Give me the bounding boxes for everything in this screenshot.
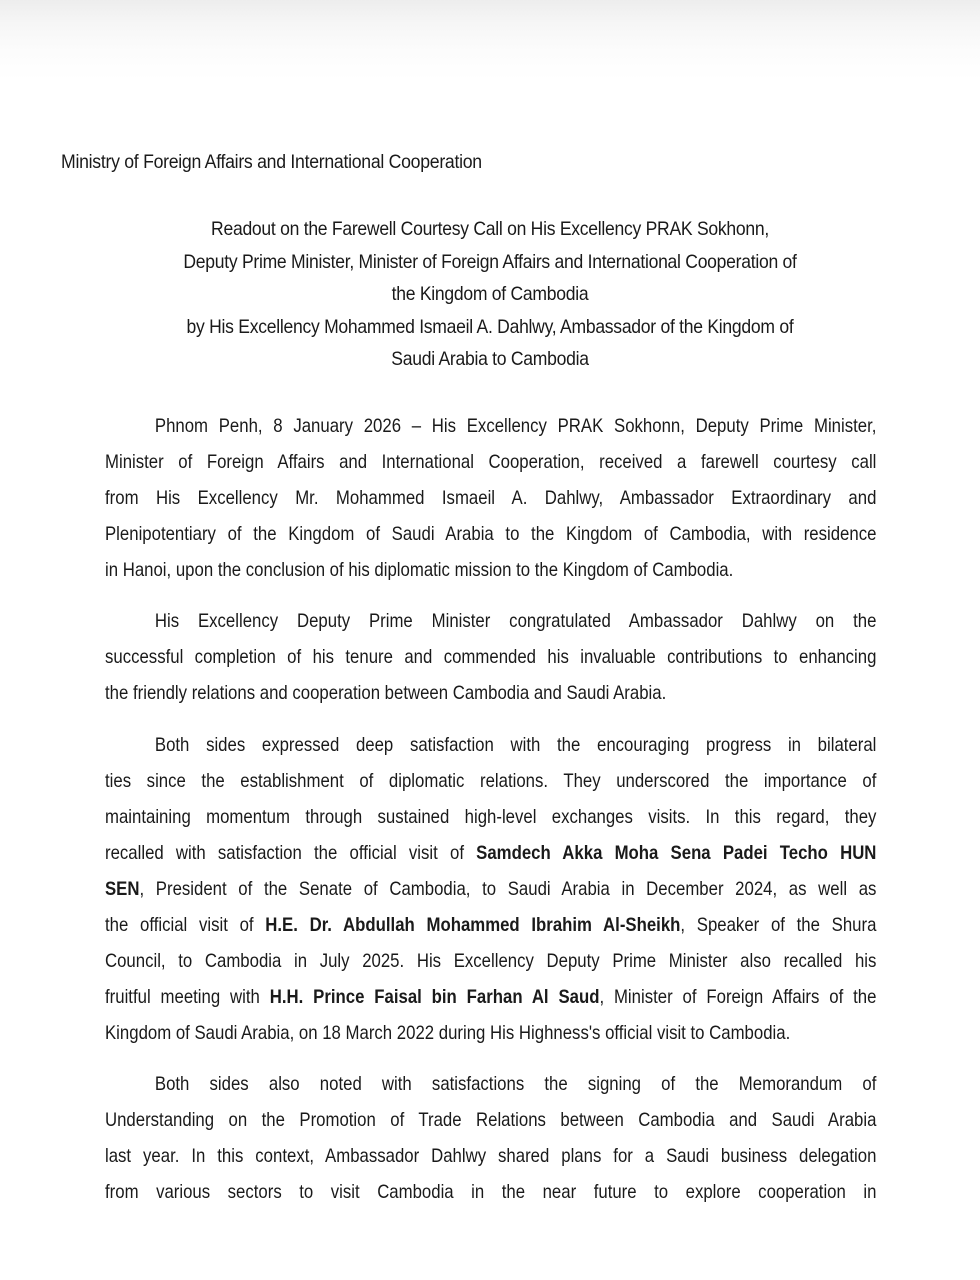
- bold-name: Samdech Akka Moha Sena Padei Techo HUN: [476, 842, 877, 864]
- text-line: [105, 769, 876, 805]
- text-run: ties since the establishment of diplomatic relations. They underscored the importance of: [105, 770, 877, 792]
- title-line: Readout on the Farewell Courtesy Call on His Excellency PRAK Sokhonn,: [211, 218, 769, 240]
- text-line: [105, 1180, 876, 1216]
- text-run: Both sides also noted with satisfactions the signing of the Memorandum of: [154, 1073, 877, 1095]
- text-line: [105, 450, 876, 486]
- text-line: [105, 877, 876, 913]
- readout-title: [60, 216, 920, 379]
- title-line: by His Excellency Mohammed Ismaeil A. Dahlwy, Ambassador of the Kingdom of: [186, 315, 794, 338]
- text-run: Phnom Penh, 8 January 2026 – His Excellency PRAK Sokhonn, Deputy Prime Minister,: [154, 415, 877, 437]
- text-line: [105, 913, 876, 949]
- text-run: Understanding on the Promotion of Trade Relations between Cambodia and Saudi Arabia: [105, 1109, 877, 1131]
- text-line: [105, 681, 876, 717]
- text-run: , President of the Senate of Cambodia, to Saudi Arabia in December 2024, as well as: [139, 878, 877, 900]
- bold-name: H.E. Dr. Abdullah Mohammed Ibrahim Al-Sheikh: [265, 914, 681, 936]
- text-run: Council, to Cambodia in July 2025. His Excellency Deputy Prime Minister also recalled his: [105, 950, 877, 972]
- bold-name: SEN: [105, 878, 140, 900]
- text-line: [105, 1021, 876, 1057]
- paragraph-congratulations: [105, 609, 877, 717]
- text-run: Kingdom of Saudi Arabia, on 18 March 2022 during His Highness's official visit to Cambodia.: [105, 1022, 791, 1044]
- bold-name: H.H. Prince Faisal bin Farhan Al Saud: [269, 986, 600, 1008]
- text-run: Both sides expressed deep satisfaction with the encouraging progress in bilateral: [154, 734, 877, 756]
- text-line: [105, 805, 876, 841]
- paragraph-trade-mou: [105, 1072, 877, 1216]
- text-run: maintaining momentum through sustained high-level exchanges visits. In this regard, they: [105, 806, 877, 828]
- text-line: [105, 522, 876, 558]
- text-run: from various sectors to visit Cambodia in the near future to explore cooperation in: [105, 1181, 877, 1203]
- text-run: from His Excellency Mr. Mohammed Ismaeil A. Dahlwy, Ambassador Extraordinary and: [105, 487, 877, 509]
- text-run: the official visit of: [105, 914, 266, 936]
- ministry-header: Ministry of Foreign Affairs and International Cooperation: [61, 152, 482, 173]
- text-run: Plenipotentiary of the Kingdom of Saudi Arabia to the Kingdom of Cambodia, with residence: [105, 523, 877, 545]
- text-line: [105, 841, 876, 877]
- text-line: [105, 486, 876, 522]
- title-line: the Kingdom of Cambodia: [391, 283, 589, 305]
- title-line: Deputy Prime Minister, Minister of Foreign Affairs and International Cooperation of: [183, 250, 797, 273]
- title-line: Saudi Arabia to Cambodia: [391, 348, 589, 370]
- text-line: [105, 609, 876, 645]
- paragraph-farewell-call: [105, 414, 877, 594]
- text-line: [105, 645, 876, 681]
- text-run: Minister of Foreign Affairs and International Cooperation, received a farewell courtesy call: [105, 451, 877, 473]
- text-run: recalled with satisfaction the official visit of: [105, 842, 477, 864]
- text-run: successful completion of his tenure and commended his invaluable contributions to enhancing: [105, 646, 877, 668]
- text-run: , Speaker of the Shura: [680, 914, 877, 936]
- text-run: , Minister of Foreign Affairs of the: [599, 986, 877, 1008]
- text-line: [105, 1108, 876, 1144]
- text-line: [105, 1144, 876, 1180]
- paragraph-bilateral-ties: [105, 733, 877, 1057]
- text-run: in Hanoi, upon the conclusion of his diplomatic mission to the Kingdom of Cambodia.: [105, 559, 734, 581]
- text-line: [105, 1072, 876, 1108]
- text-run: the friendly relations and cooperation between Cambodia and Saudi Arabia.: [105, 682, 667, 704]
- text-line: [105, 985, 876, 1021]
- text-line: [105, 733, 876, 769]
- text-run: His Excellency Deputy Prime Minister congratulated Ambassador Dahlwy on the: [154, 610, 877, 632]
- text-line: [105, 949, 876, 985]
- text-run: fruitful meeting with: [105, 986, 270, 1008]
- text-line: [105, 558, 876, 594]
- text-run: last year. In this context, Ambassador Dahlwy shared plans for a Saudi business delegation: [105, 1145, 877, 1167]
- text-line: [105, 414, 876, 450]
